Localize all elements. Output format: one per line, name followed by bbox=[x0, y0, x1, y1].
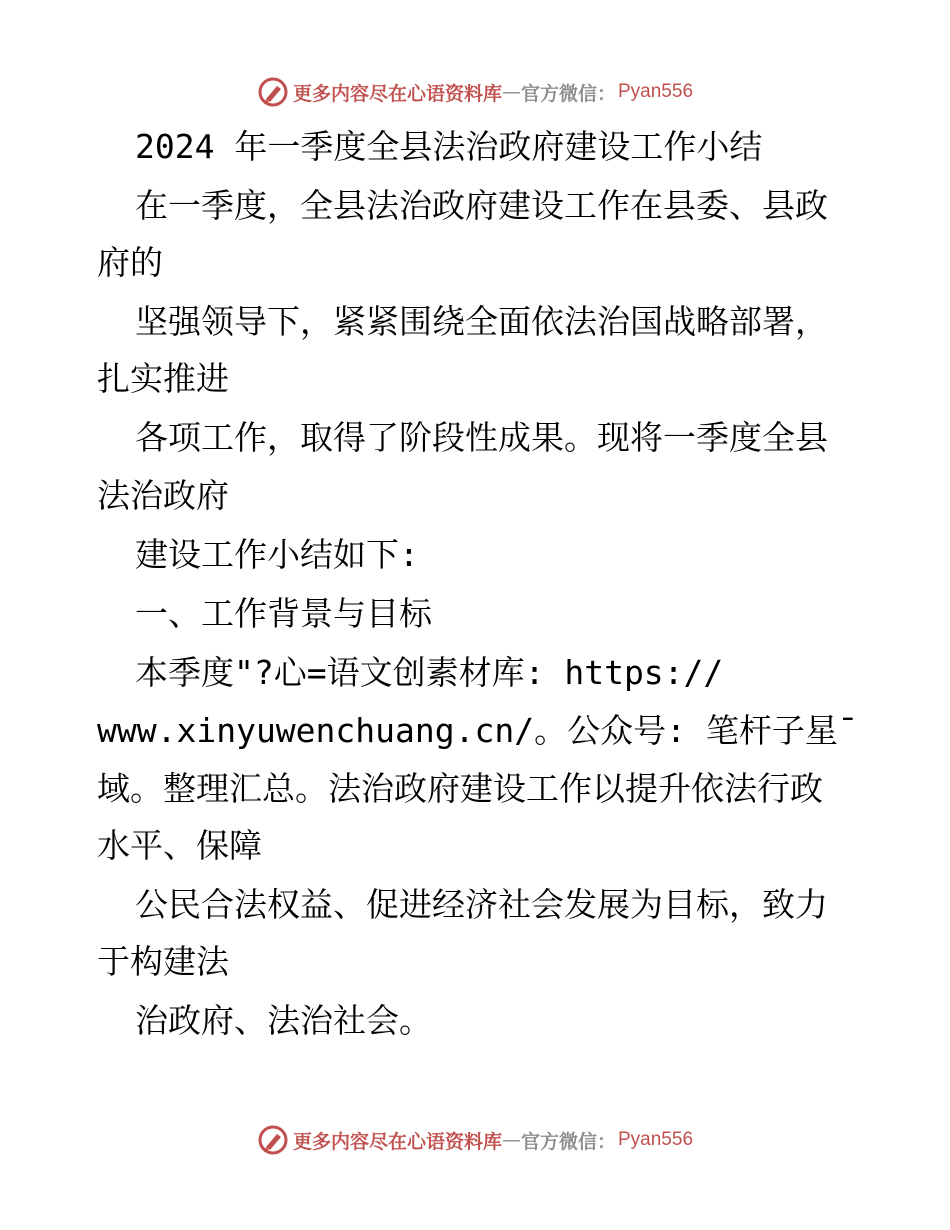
paragraph-line: 在一季度，全县法治政府建设工作在县委、县政 bbox=[135, 186, 828, 225]
watermark-dash: — bbox=[501, 1129, 521, 1151]
document-title: 2024 年一季度全县法治政府建设工作小结 bbox=[135, 127, 763, 166]
watermark-handle: Pyan556 bbox=[618, 1129, 694, 1150]
paragraph-line: www.xinyuwenchuang.cn/。公众号: 笔杆子星¯ bbox=[97, 711, 858, 750]
watermark-dash: — bbox=[501, 81, 521, 103]
pen-logo-icon bbox=[257, 76, 289, 108]
watermark-official-label: 官方微信： bbox=[520, 1130, 616, 1153]
paragraph-line: 建设工作小结如下: bbox=[135, 535, 419, 574]
paragraph-line: 府的 bbox=[97, 243, 163, 282]
paragraph-line: 水平、保障 bbox=[97, 826, 262, 865]
paragraph-line: 法治政府 bbox=[97, 476, 229, 515]
watermark-official-label: 官方微信： bbox=[520, 82, 616, 105]
paragraph-line: 坚强领导下，紧紧围绕全面依法治国战略部署， bbox=[135, 302, 828, 341]
paragraph-line: 各项工作，取得了阶段性成果。现将一季度全县 bbox=[135, 418, 828, 457]
watermark-header bbox=[0, 72, 950, 112]
watermark-handle: Pyan556 bbox=[618, 81, 694, 102]
paragraph-line: 域。整理汇总。法治政府建设工作以提升依法行政 bbox=[97, 769, 823, 808]
watermark-footer bbox=[0, 1120, 950, 1160]
section-heading: 一、工作背景与目标 bbox=[135, 594, 432, 633]
paragraph-line: 于构建法 bbox=[97, 942, 229, 981]
paragraph-line: 扎实推进 bbox=[97, 359, 229, 398]
paragraph-line: 本季度"?心=语文创素材库: https:// bbox=[135, 653, 724, 692]
watermark-main-text: 更多内容尽在心语资料库 bbox=[292, 1130, 502, 1153]
paragraph-line: 治政府、法治社会。 bbox=[135, 1001, 432, 1040]
pen-logo-icon bbox=[257, 1124, 289, 1156]
watermark-main-text: 更多内容尽在心语资料库 bbox=[292, 82, 502, 105]
paragraph-line: 公民合法权益、促进经济社会发展为目标，致力 bbox=[135, 885, 828, 924]
